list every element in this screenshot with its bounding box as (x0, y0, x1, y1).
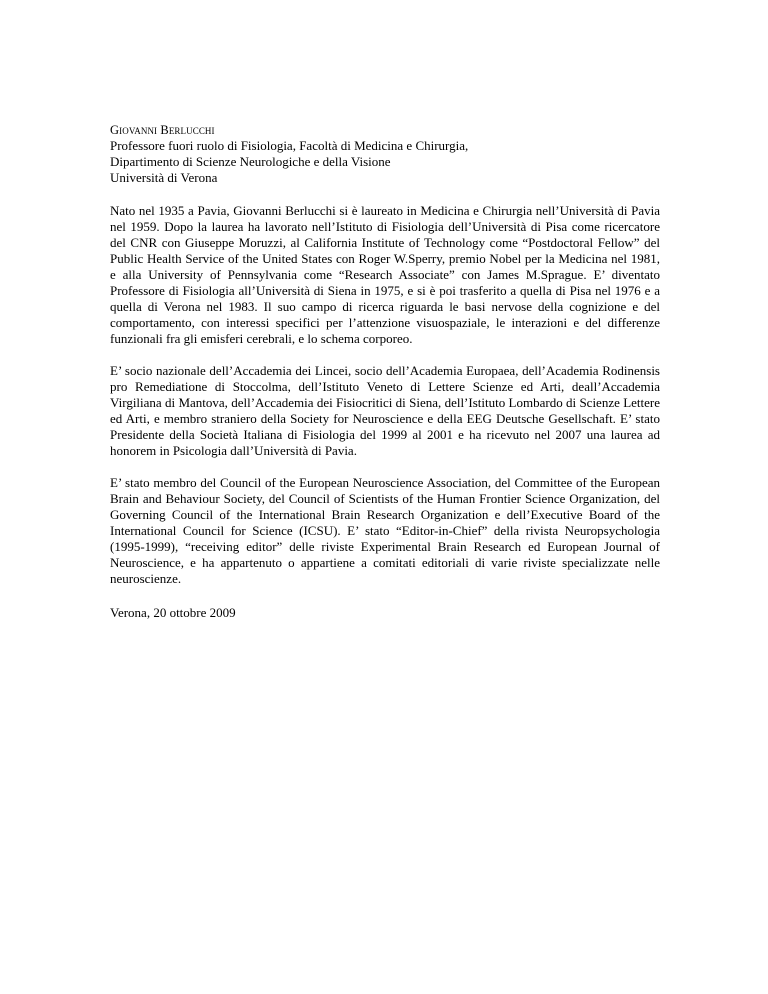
author-position: Professore fuori ruolo di Fisiologia, Facoltà di Medicina e Chirurgia, (110, 138, 469, 153)
bio-paragraph-education: Nato nel 1935 a Pavia, Giovanni Berlucchi si è laureato in Medicina e Chirurgia nell’Università di Pavia nel 1959. Dopo la laurea ha lavorato nell’Istituto di Fisiologia dell’Università di Pisa come ricercatore del CNR con Giuseppe Moruzzi, al California Institute of Technology come “Postdoctoral Fellow” del Public Health Service of the United States con Roger W.Sperry, premio Nobel per la Medicina nel 1981, e alla University of Pennsylvania come “Research Associate” con James M.Sprague. E’ diventato Professore di Fisiologia all’Università di Siena in 1975, e si è poi trasferito a quella di Pisa nel 1976 e a quella di Verona nel 1983. Il suo campo di ricerca riguarda le basi nervose della cognizione e del comportamento, con interessi specifici per l’attenzione visuospaziale, le interazioni e del differenze funzionali fra gli emisferi cerebrali, e lo schema corporeo. (110, 203, 660, 346)
bio-paragraph-editorial: E’ stato membro del Council of the European Neuroscience Association, del Committee of the European Brain and Behaviour Society, del Council of Scientists of the Human Frontier Science Organization, del Governing Council of the International Brain Research Organization e dell’Executive Board of the International Council for Science (ICSU). E’ stato “Editor-in-Chief” della rivista Neuropsychologia (1995-1999), “receiving editor” delle riviste Experimental Brain Research ed European Journal of Neuroscience, e ha appartenuto o appartiene a comitati editoriali di varie riviste specializzate nelle neuroscienze. (110, 475, 660, 586)
bio-paragraph-memberships: E’ socio nazionale dell’Accademia dei Lincei, socio dell’Academia Europaea, dell’Academia Rodinensis pro Remediatione di Stoccolma, dell’Istituto Veneto di Lettere Scienze ed Arti, deall’Accademia Virgiliana di Mantova, dell’Accademia dei Fisiocritici di Siena, dell’Istituto Lombardo di Scienze Lettere ed Arti, e membro straniero della Society for Neuroscience e della EEG Deutsche Gesellschaft. E’ stato Presidente della Società Italiana di Fisiologia del 1999 al 2001 e ha ricevuto nel 2007 una laurea ad honorem in Psicologia dall’Università di Pavia. (110, 363, 660, 458)
author-name: Giovanni Berlucchi (110, 123, 215, 137)
document-page (110, 122, 660, 621)
author-university: Università di Verona (110, 170, 218, 185)
place-date-signature: Verona, 20 ottobre 2009 (110, 605, 236, 620)
author-department: Dipartimento di Scienze Neurologiche e della Visione (110, 154, 391, 169)
author-header (110, 122, 660, 186)
